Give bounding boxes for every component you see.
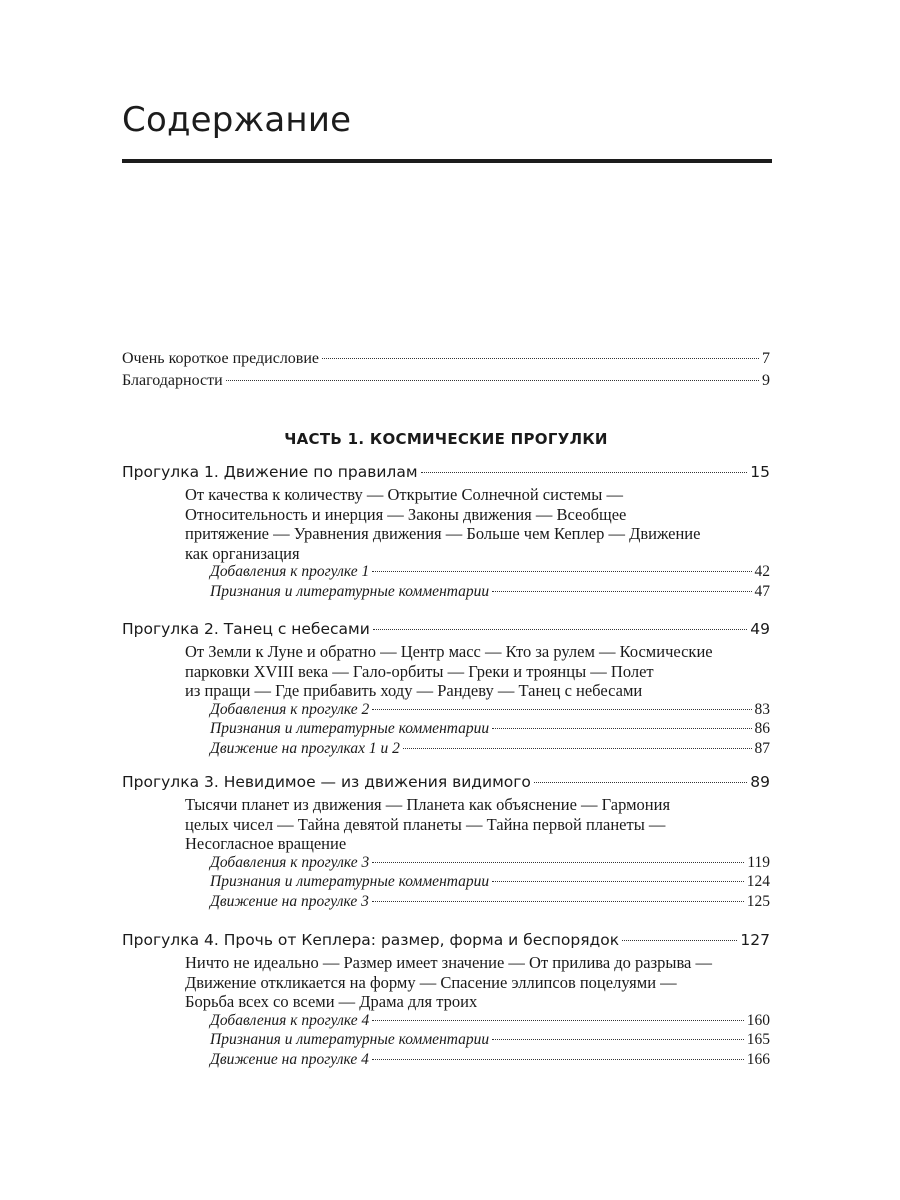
subentry-label: Признания и литературные комментарии	[210, 873, 490, 890]
toc-subentry	[210, 893, 770, 913]
dot-leader	[492, 728, 751, 729]
walk-title: Прогулка 2. Танец с небесами	[122, 620, 370, 638]
toc-subentry	[210, 740, 770, 760]
dot-leader	[403, 748, 752, 749]
toc-page-number: 166	[746, 1050, 770, 1068]
dot-leader	[622, 940, 737, 941]
description-line: как организация	[185, 543, 300, 563]
toc-entry-acknowledgements	[122, 372, 770, 394]
part-heading: ЧАСТЬ 1. КОСМИЧЕСКИЕ ПРОГУЛКИ	[284, 430, 608, 448]
subentry-label: Движение на прогулке 4	[210, 1050, 369, 1068]
toc-page-number: 86	[754, 720, 770, 737]
toc-subentry	[210, 1051, 770, 1071]
dot-leader	[226, 380, 759, 381]
toc-page-number: 124	[746, 873, 770, 890]
toc-page-number: 165	[746, 1031, 770, 1048]
toc-page-number: 7	[762, 350, 770, 367]
dot-leader	[372, 1020, 744, 1021]
dot-leader	[372, 709, 751, 710]
toc-subentry	[210, 563, 770, 583]
toc-subentry	[210, 720, 770, 740]
description-line: парковки XVIII века — Гало-орбиты — Греки и троянцы — Полет	[185, 661, 654, 681]
toc-section-walk-4	[122, 931, 770, 1070]
description-line: Борьба всех со всеми — Драма для троих	[185, 992, 478, 1011]
walk-description	[185, 795, 770, 854]
description-line: Относительность и инерция — Законы движения — Всеобщее	[185, 504, 627, 524]
description-line: От качества к количеству — Открытие Солнечной системы —	[185, 485, 623, 504]
page-title: Содержание	[122, 100, 352, 140]
toc-page-number: 127	[740, 931, 770, 949]
dot-leader	[492, 881, 744, 882]
walk-title: Прогулка 3. Невидимое — из движения видимого	[122, 773, 531, 791]
dot-leader	[372, 862, 744, 863]
dot-leader	[372, 901, 744, 902]
subentry-label: Признания и литературные комментарии	[210, 582, 490, 600]
dot-leader	[421, 472, 748, 473]
subentry-label: Добавления к прогулке 3	[210, 853, 370, 871]
subentry-label: Признания и литературные комментарии	[210, 720, 490, 737]
toc-page-number: 87	[754, 739, 770, 757]
dot-leader	[492, 591, 751, 592]
dot-leader	[372, 1059, 744, 1060]
description-line: Несогласное вращение	[185, 834, 347, 853]
description-line: От Земли к Луне и обратно — Центр масс — Кто за рулем — Космические	[185, 642, 713, 661]
toc-entry-label: Очень короткое предисловие	[122, 350, 320, 367]
toc-page-number: 119	[747, 853, 770, 871]
toc-entry-preface	[122, 350, 770, 372]
toc-page-number: 42	[754, 563, 770, 580]
description-line: Тысячи планет из движения — Планета как объяснение — Гармония	[185, 795, 671, 814]
subentry-label: Признания и литературные комментарии	[210, 1031, 490, 1048]
description-line: из пращи — Где прибавить ходу — Рандеву — Танец с небесами	[185, 681, 643, 700]
walk-description	[185, 485, 770, 563]
dot-leader	[373, 629, 747, 630]
description-line: Движение откликается на форму — Спасение эллипсов поцелуями —	[185, 972, 677, 992]
walk-description	[185, 642, 770, 701]
walk-title: Прогулка 1. Движение по правилам	[122, 463, 418, 481]
toc-subentry	[210, 873, 770, 893]
toc-page-number: 83	[754, 700, 770, 718]
toc-page-number: 160	[746, 1011, 770, 1029]
toc-subentry	[210, 1031, 770, 1051]
dot-leader	[534, 782, 747, 783]
toc-page-number: 9	[762, 372, 770, 389]
subentry-label: Добавления к прогулке 1	[210, 563, 370, 580]
toc-page-number: 49	[750, 620, 770, 638]
toc-section-walk-3	[122, 773, 770, 912]
walk-title: Прогулка 4. Прочь от Кеплера: размер, форма и беспорядок	[122, 931, 620, 949]
toc-page-number: 125	[746, 892, 770, 910]
walk-heading	[122, 773, 770, 795]
toc-page-number: 47	[754, 582, 770, 600]
description-line: целых чисел — Тайна девятой планеты — Тайна первой планеты —	[185, 814, 666, 834]
toc-subentry	[210, 583, 770, 603]
toc-section-walk-1	[122, 463, 770, 602]
walk-heading	[122, 463, 770, 485]
dot-leader	[372, 571, 751, 572]
walk-description	[185, 953, 770, 1012]
toc-page-number: 89	[750, 773, 770, 791]
dot-leader	[322, 358, 759, 359]
subentry-label: Движение на прогулках 1 и 2	[210, 739, 400, 757]
dot-leader	[492, 1039, 744, 1040]
toc-entry-label: Благодарности	[122, 372, 223, 389]
title-rule	[122, 159, 772, 163]
toc-section-walk-2	[122, 620, 770, 759]
walk-heading	[122, 931, 770, 953]
walk-heading	[122, 620, 770, 642]
subentry-label: Добавления к прогулке 2	[210, 700, 370, 718]
toc-page-number: 15	[750, 463, 770, 481]
subentry-label: Движение на прогулке 3	[210, 892, 369, 910]
toc-subentry	[210, 1012, 770, 1032]
toc-subentry	[210, 854, 770, 874]
subentry-label: Добавления к прогулке 4	[210, 1011, 370, 1029]
description-line: Ничто не идеально — Размер имеет значение — От прилива до разрыва —	[185, 953, 713, 972]
toc-subentry	[210, 701, 770, 721]
description-line: притяжение — Уравнения движения — Больше чем Кеплер — Движение	[185, 524, 701, 543]
